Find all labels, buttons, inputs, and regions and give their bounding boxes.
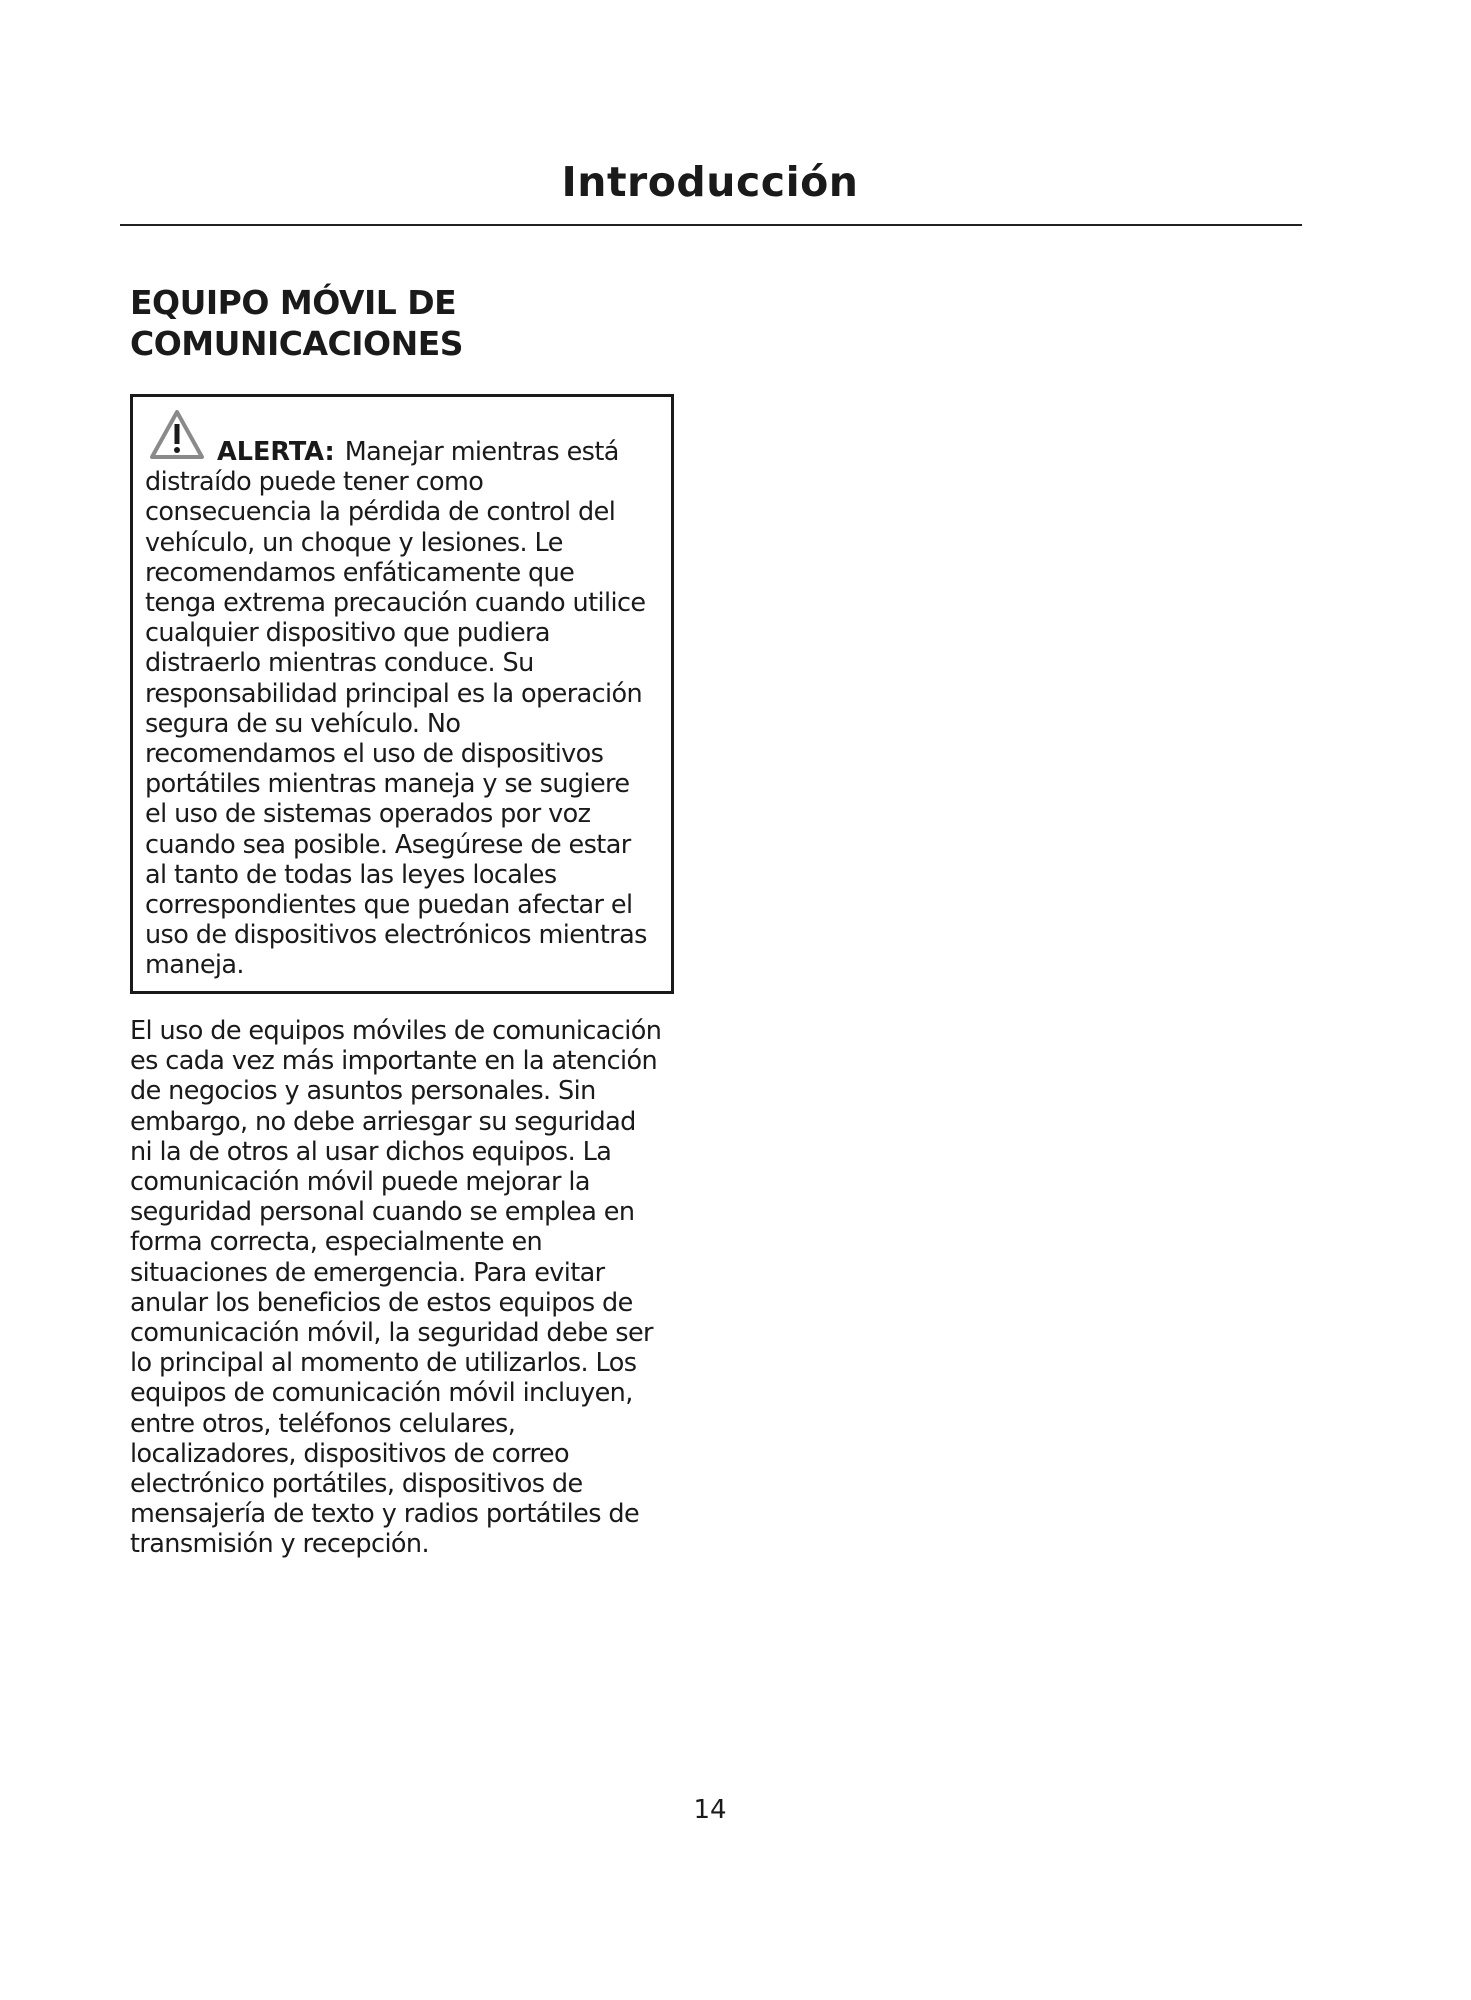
section-heading [130, 282, 463, 364]
alert-line: Manejar mientras está [344, 437, 619, 467]
alert-text [145, 437, 647, 981]
alert-line: responsabilidad principal es la operación [145, 678, 643, 709]
body-line: equipos de comunicación móvil incluyen, [130, 1378, 633, 1409]
alert-line: tenga extrema precaución cuando utilice [145, 588, 646, 619]
body-line: electrónico portátiles, dispositivos de [130, 1469, 583, 1500]
body-line: transmisión y recepción. [130, 1529, 429, 1560]
section-heading-line: COMUNICACIONES [130, 324, 464, 363]
page-title: Introducción [561, 158, 859, 206]
alert-line: uso de dispositivos electrónicos mientras [145, 920, 647, 951]
alert-line: distraído puede tener como [145, 467, 484, 498]
alert-line: recomendamos el uso de dispositivos [145, 739, 604, 770]
body-line: es cada vez más importante en la atención [130, 1046, 658, 1077]
body-line: seguridad personal cuando se emplea en [130, 1197, 635, 1228]
header-divider [120, 224, 1302, 226]
alert-line: cualquier dispositivo que pudiera [145, 618, 550, 649]
body-line: comunicación móvil puede mejorar la [130, 1167, 590, 1198]
alert-line: segura de su vehículo. No [145, 708, 461, 739]
body-line: forma correcta, especialmente en [130, 1227, 543, 1258]
body-line: entre otros, teléfonos celulares, [130, 1408, 516, 1439]
alert-line: al tanto de todas las leyes locales [145, 859, 557, 890]
alert-line: el uso de sistemas operados por voz [145, 799, 591, 830]
alert-line: recomendamos enfáticamente que [145, 557, 575, 588]
body-line: ni la de otros al usar dichos equipos. La [130, 1136, 612, 1167]
body-line: situaciones de emergencia. Para evitar [130, 1257, 605, 1288]
body-line: comunicación móvil, la seguridad debe ser [130, 1318, 653, 1349]
body-line: lo principal al momento de utilizarlos. Los [130, 1348, 637, 1379]
alert-line: cuando sea posible. Asegúrese de estar [145, 829, 631, 860]
alert-line: consecuencia la pérdida de control del [145, 497, 616, 528]
alert-box [130, 394, 674, 994]
body-line: localizadores, dispositivos de correo [130, 1438, 569, 1469]
body-line: mensajería de texto y radios portátiles de [130, 1499, 640, 1530]
body-line: de negocios y asuntos personales. Sin [130, 1076, 596, 1107]
alert-line: portátiles mientras maneja y se sugiere [145, 769, 630, 800]
alert-line: vehículo, un choque y lesiones. Le [145, 527, 563, 558]
section-heading-line: EQUIPO MÓVIL DE [130, 283, 457, 322]
body-line: anular los beneficios de estos equipos de [130, 1287, 633, 1318]
body-line: El uso de equipos móviles de comunicación [130, 1016, 662, 1046]
page-number: 14 [693, 1795, 727, 1825]
body-paragraph [130, 1016, 661, 1560]
alert-line: correspondientes que puedan afectar el [145, 890, 633, 921]
alert-label: ALERTA: [217, 437, 335, 467]
body-line: embargo, no debe arriesgar su seguridad [130, 1106, 636, 1137]
alert-line: maneja. [145, 950, 244, 981]
alert-line: distraerlo mientras conduce. Su [145, 648, 534, 679]
